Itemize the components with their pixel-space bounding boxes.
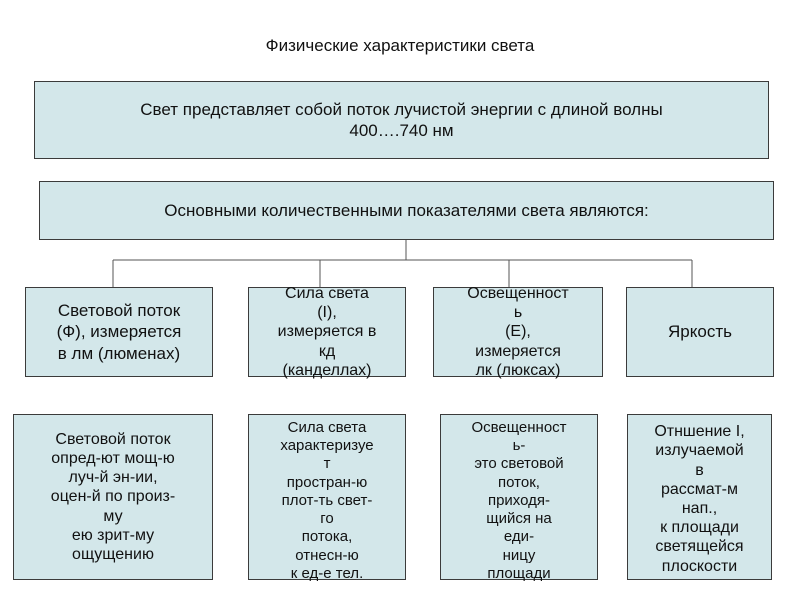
indicator-line: (Ф), измеряется	[56, 322, 182, 342]
description-line: Световой поток	[55, 430, 171, 448]
main-indicators-text: Основными количественными показателями света являются:	[164, 200, 649, 220]
description-line: плоскости	[661, 557, 738, 575]
description-line: потока,	[301, 528, 353, 546]
description-line: это световой	[474, 455, 564, 473]
indicator-luminous-intensity	[248, 287, 406, 377]
description-line: приходя-	[487, 491, 551, 509]
description-line: ницу	[502, 546, 536, 564]
description-line: опред-ют мощ-ю	[51, 450, 175, 468]
description-line: го	[320, 510, 334, 528]
description-line: к ед-е тел.	[290, 565, 364, 583]
description-line: ощущению	[72, 545, 154, 563]
description-brightness	[627, 414, 772, 580]
description-line: му	[103, 507, 123, 525]
indicator-line: кд	[318, 342, 336, 360]
description-line: светящейся	[655, 538, 744, 556]
indicator-line: ь	[513, 304, 523, 322]
indicator-line: Сила света	[285, 285, 369, 303]
main-indicators-box	[39, 181, 774, 240]
description-line: отнесн-ю	[295, 546, 359, 564]
definition-line-1: Свет представляет собой поток лучистой энергии с длиной волны	[140, 99, 663, 119]
description-line: нап.,	[681, 500, 718, 517]
description-line: площади	[487, 565, 551, 583]
description-line: ею зрит-му	[71, 526, 155, 544]
indicator-line: лк (люксах)	[475, 361, 561, 379]
description-line: еди-	[503, 528, 535, 546]
indicator-line: Освещенност	[467, 285, 569, 303]
description-line: луч-й эн-ии,	[68, 469, 158, 487]
description-illuminance	[440, 414, 598, 583]
description-line: щийся на	[486, 510, 552, 528]
description-line: к площади	[660, 519, 739, 537]
indicator-line: (канделлах)	[282, 361, 372, 379]
indicator-illuminance	[433, 287, 603, 377]
description-line: плот-ть свет-	[281, 491, 373, 509]
description-line: т	[323, 455, 331, 473]
indicator-line: измеряется в	[277, 323, 377, 341]
indicator-line: (Е),	[505, 323, 531, 341]
description-line: простран-ю	[286, 473, 368, 491]
definition-box	[34, 81, 769, 159]
description-line: Сила света	[287, 418, 367, 436]
page-title: Физические характеристики света	[265, 36, 535, 55]
description-line: Отншение I,	[654, 423, 745, 441]
description-line: оцен-й по произ-	[50, 488, 176, 506]
description-luminous-intensity	[248, 414, 406, 583]
description-line: Освещенност	[471, 418, 567, 436]
description-line: поток,	[498, 473, 540, 491]
description-line: ь-	[512, 436, 526, 454]
indicator-line: Световой поток	[57, 301, 181, 321]
description-line: характеризуе	[280, 436, 374, 454]
description-line: излучаемой	[655, 442, 744, 460]
indicator-line: в лм (люменах)	[57, 343, 181, 363]
indicator-line: Яркость	[668, 322, 732, 342]
indicator-brightness	[626, 287, 774, 377]
definition-line-2: 400….740 нм	[349, 121, 454, 140]
indicator-luminous-flux	[25, 287, 213, 377]
description-line: в	[695, 461, 704, 479]
indicator-line: (I),	[317, 304, 337, 322]
indicator-line: измеряется	[475, 342, 561, 360]
description-luminous-flux	[13, 414, 213, 580]
description-line: рассмат-м	[660, 480, 738, 498]
